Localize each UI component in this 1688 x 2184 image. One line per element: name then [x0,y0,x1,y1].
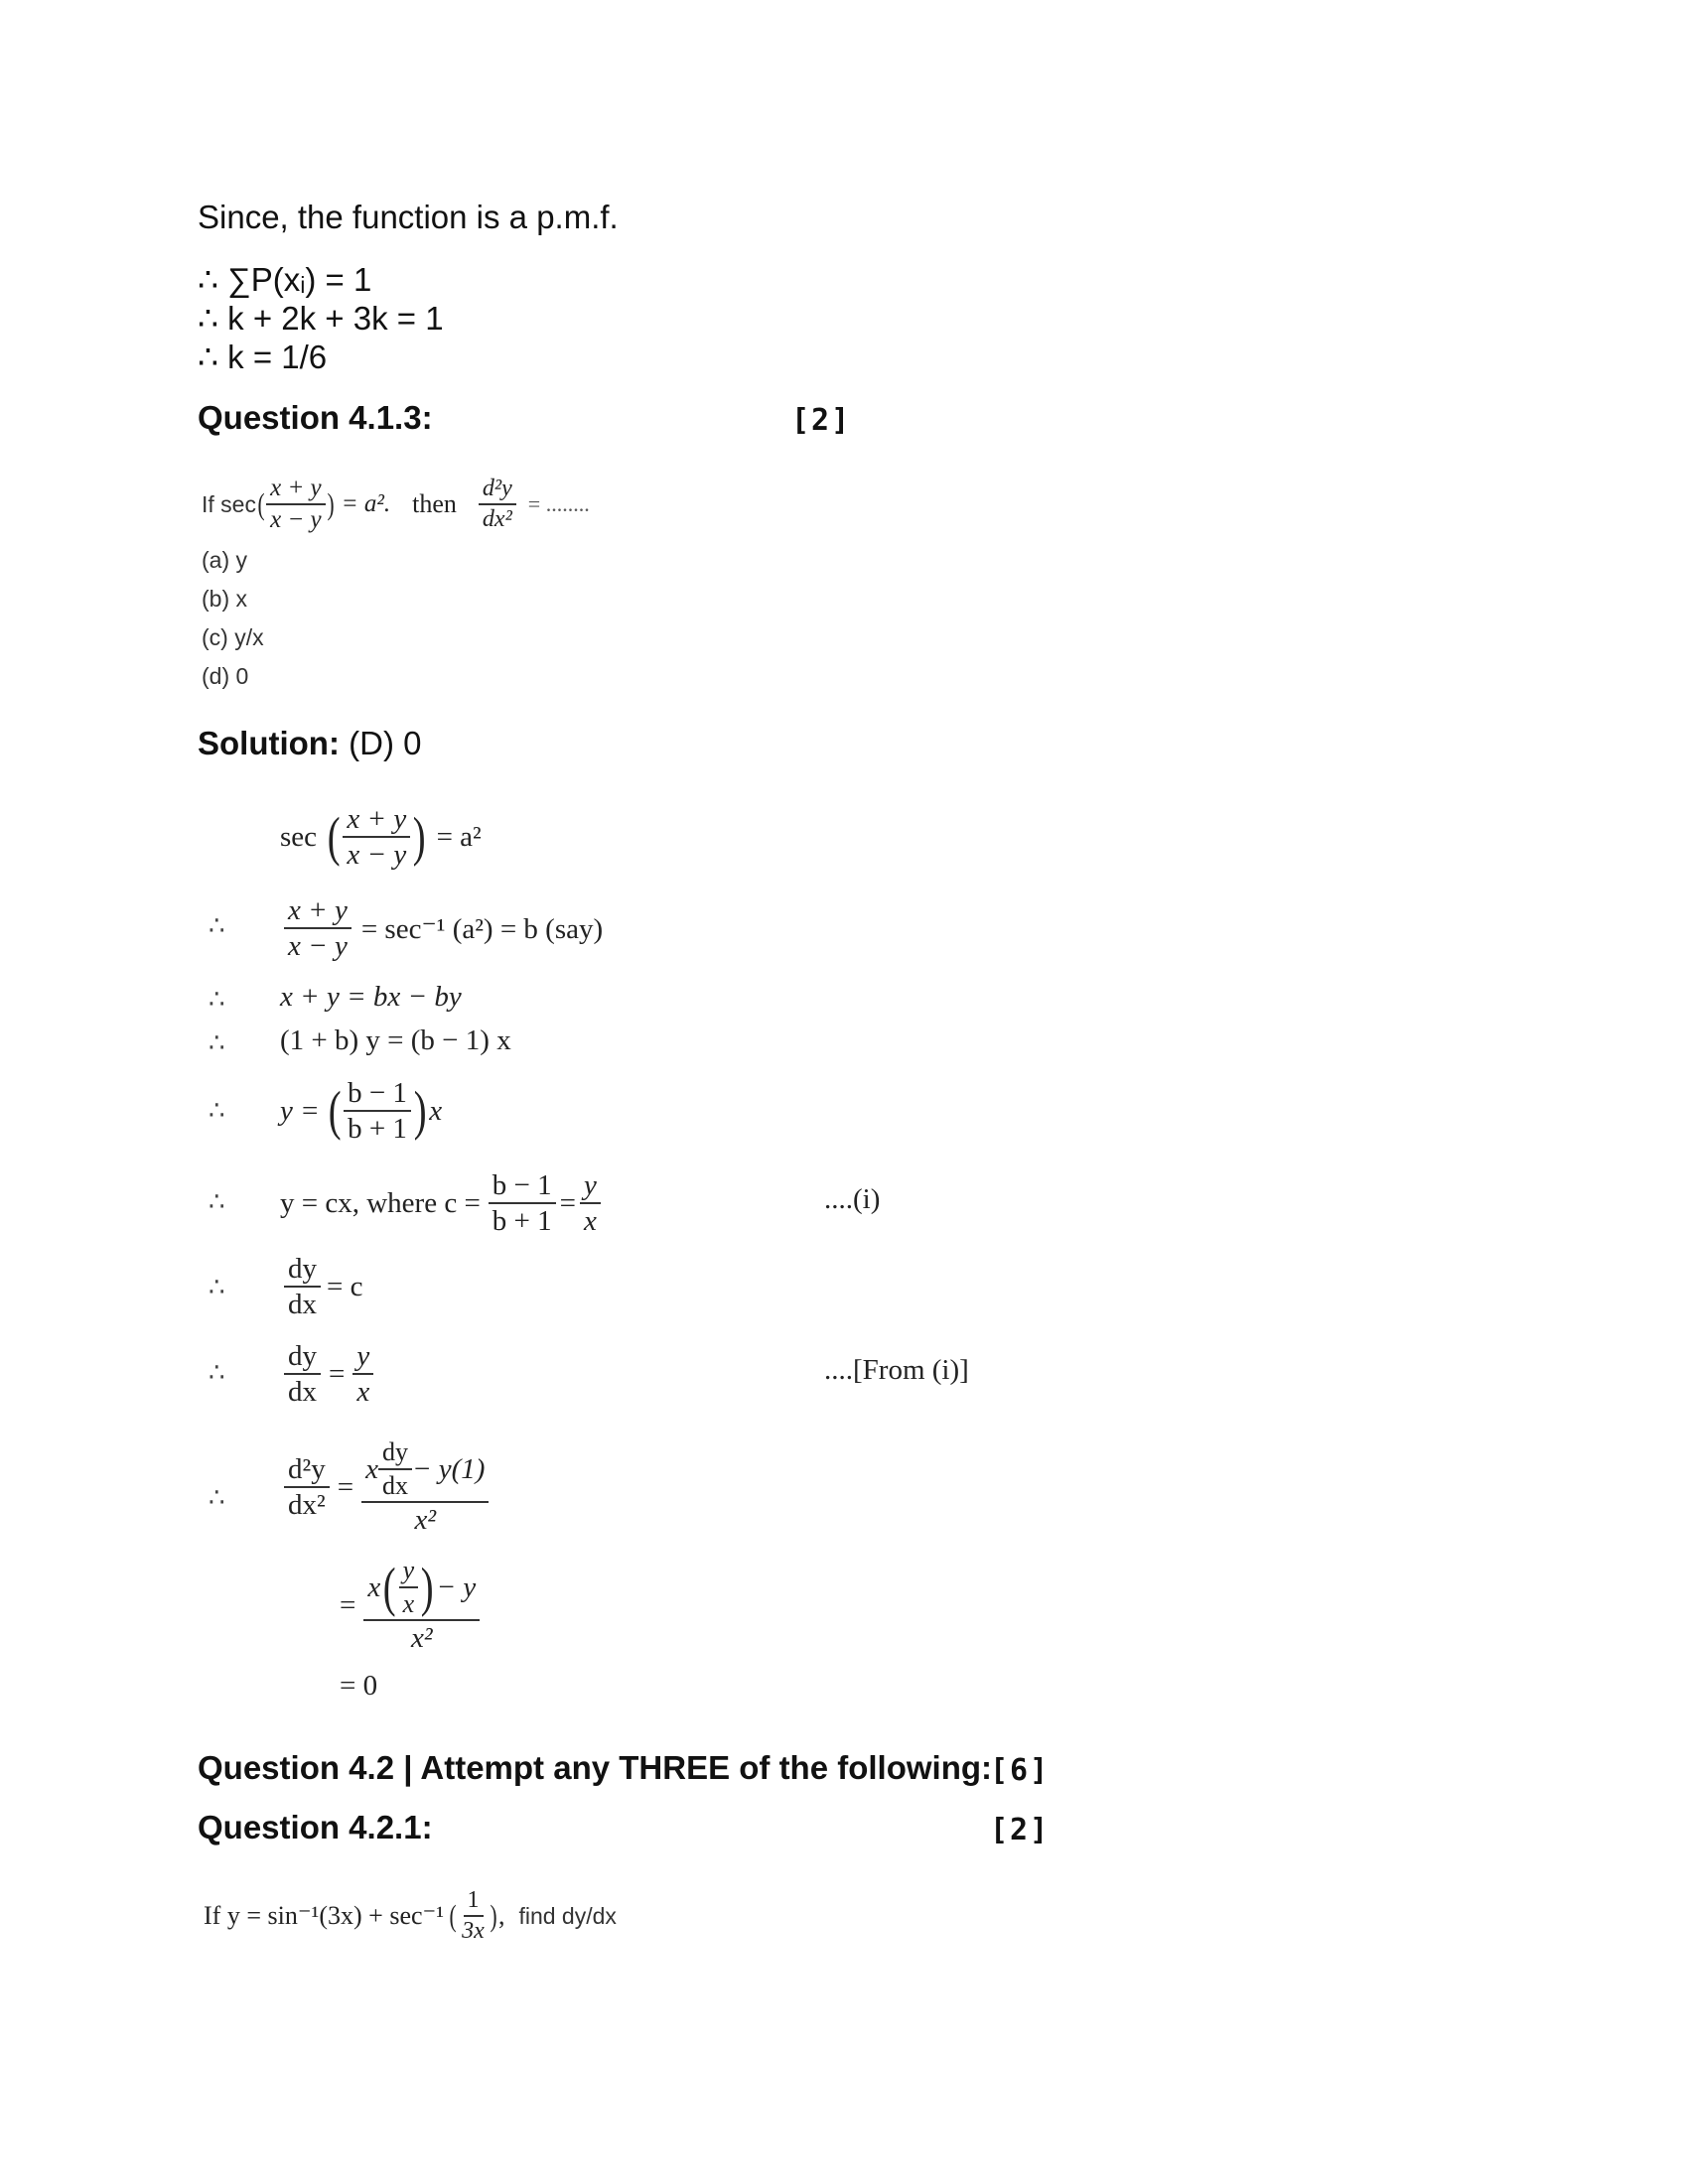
therefore-4: ∴ [209,1028,225,1058]
solution-step-1: sec ( $\frac{x + y}{x - y}$ ) = a² [280,802,482,871]
question-heading-4-1-3: Question 4.1.3: [198,399,433,436]
solution-step-3: x + y = bx − by [280,981,462,1013]
therefore-2: ∴ [209,911,225,941]
stem-derivative: $\frac{\text{d²y}}{\text{dx²}}$ [479,477,516,532]
solution-step-10: = x ( $\frac{y}{x}$ ) − y x² [340,1541,480,1670]
therefore-7: ∴ [209,1273,225,1302]
solution-step-7: $\frac{dy}{dx}$ = c [284,1247,362,1326]
solution-step-4: (1 + b) y = (b − 1) x [280,1024,511,1056]
question-marks-4-2: [6] [990,1753,1051,1788]
option-d: (d) 0 [202,663,249,689]
stem-fraction-2: $\frac{1}{3x}$ [462,1886,485,1944]
question-heading-4-2: Question 4.2 | Attempt any THREE of the following: [198,1749,993,1786]
question-stem-4-2-1: If y = sin⁻¹(3x) + sec⁻¹ ( $\frac{1}{3x}$ ) , find dy/dx [204,1886,617,1944]
therefore-9: ∴ [209,1483,225,1513]
solution-line [198,725,421,762]
solution-step-5: y = ( $\frac{b - 1}{b + 1}$ ) x [280,1076,443,1145]
option-a: (a) y [202,547,247,573]
solution-label: Solution: [198,725,340,761]
option-b: (b) x [202,586,247,612]
solution-step-8: $\frac{dy}{dx}$ = $\frac{y}{x}$ [284,1334,373,1414]
intro-line-4: ∴ k = 1/6 [198,339,328,375]
solution-step-11: = 0 [340,1670,378,1702]
stem-lhs: If y = sin⁻¹(3x) + sec⁻¹ [204,1901,445,1930]
option-c: (c) y/x [202,624,264,650]
intro-line-2: ∴ ∑P(xᵢ) = 1 [198,261,372,298]
therefore-3: ∴ [209,985,225,1015]
question-marks-4-2-1: [2] [990,1813,1051,1847]
question-stem-4-1-3: If sec ( $\frac{x + y}{x - y}$ ) = a². then $\frac{\text{d²y}}{\text{dx²}}$ = ........ [202,474,590,533]
intro-line-3: ∴ k + 2k + 3k = 1 [198,300,444,337]
stem-tail: = ........ [527,491,590,516]
therefore-6: ∴ [209,1187,225,1217]
therefore-8: ∴ [209,1358,225,1388]
question-heading-4-2-1: Question 4.2.1: [198,1809,433,1845]
stem-equals: = a². [341,490,391,517]
solution-step-6: y = cx, where c = $\frac{b - 1}{b + 1}$ = $\frac{y}{x}$ [280,1163,601,1243]
stem-if-sec: If sec [202,490,256,517]
solution-answer: (D) 0 [349,725,422,761]
therefore-5: ∴ [209,1096,225,1126]
stem-then: then [412,489,457,518]
equation-ref-i: ....(i) [824,1183,881,1215]
intro-line-1: Since, the function is a p.m.f. [198,199,619,235]
stem-fraction: $\frac{x + y}{x - y}$ [266,476,326,534]
stem-find: find dy/dx [518,1902,617,1929]
solution-step-2: $\frac{x + y}{x - y}$ = sec⁻¹ (a²) = b (say) [284,888,603,968]
solution-step-9: $\frac{\text{d²y}}{\text{dx²}}$ = x $\frac{dy}{dx}$ − y(1) x² [284,1422,489,1553]
question-marks-4-1-3: [2] [791,403,852,438]
equation-ref-from-i: ....[From (i)] [824,1354,969,1386]
